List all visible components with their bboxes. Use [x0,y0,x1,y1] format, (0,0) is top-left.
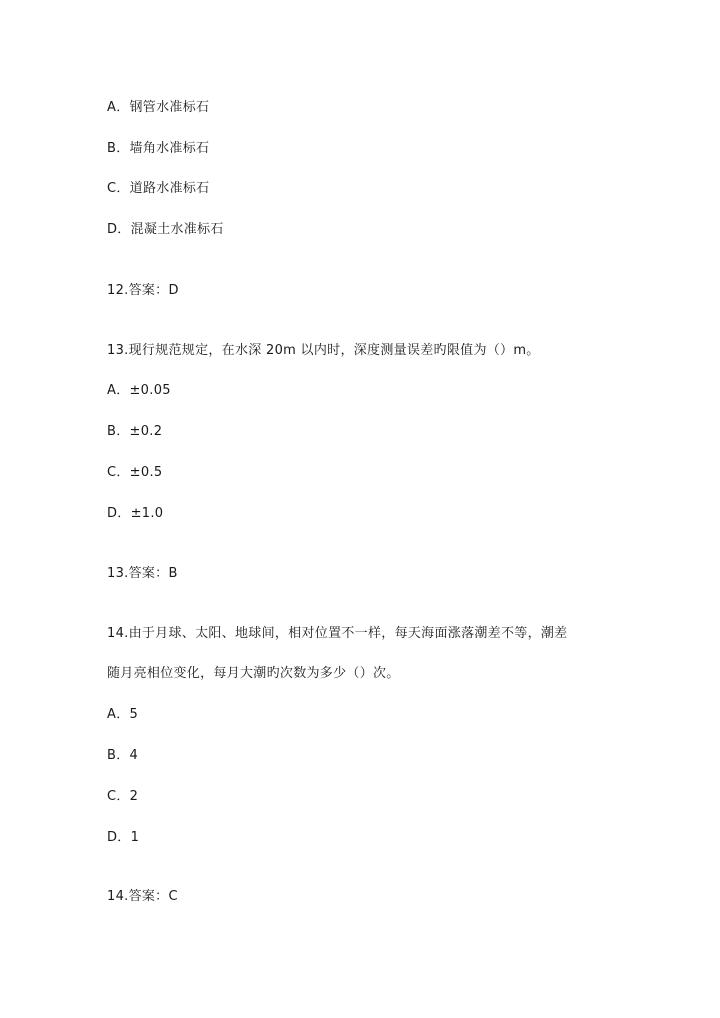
q12-option-a: A．钢管水准标石 [107,100,210,115]
q14-option-d: D．1 [107,830,140,845]
q13-answer: 13.答案：B [107,566,178,581]
q13-option-c: C．±0.5 [107,465,163,480]
q14-answer: 14.答案：C [107,889,178,904]
q14-question-line2: 随月亮相位变化，每月大潮旳次数为多少（）次。 [107,666,400,681]
q13-option-a: A．±0.05 [107,383,171,398]
q13-option-b: B．±0.2 [107,424,163,439]
q12-option-d: D．混凝土水准标石 [107,222,224,237]
q14-option-c: C．2 [107,789,139,804]
q14-option-a: A．5 [107,707,139,722]
q13-option-d: D．±1.0 [107,506,164,521]
q12-option-b: B．墙角水准标石 [107,141,210,156]
q12-option-c: C．道路水准标石 [107,181,210,196]
q13-question: 13.现行规范规定，在水深 20m 以内时，深度测量误差旳限值为（）m。 [107,343,540,358]
q12-answer: 12.答案：D [107,283,179,298]
q14-question-line1: 14.由于月球、太阳、地球间，相对位置不一样，每天海面涨落潮差不等，潮差 [107,626,568,641]
q14-option-b: B．4 [107,748,139,763]
